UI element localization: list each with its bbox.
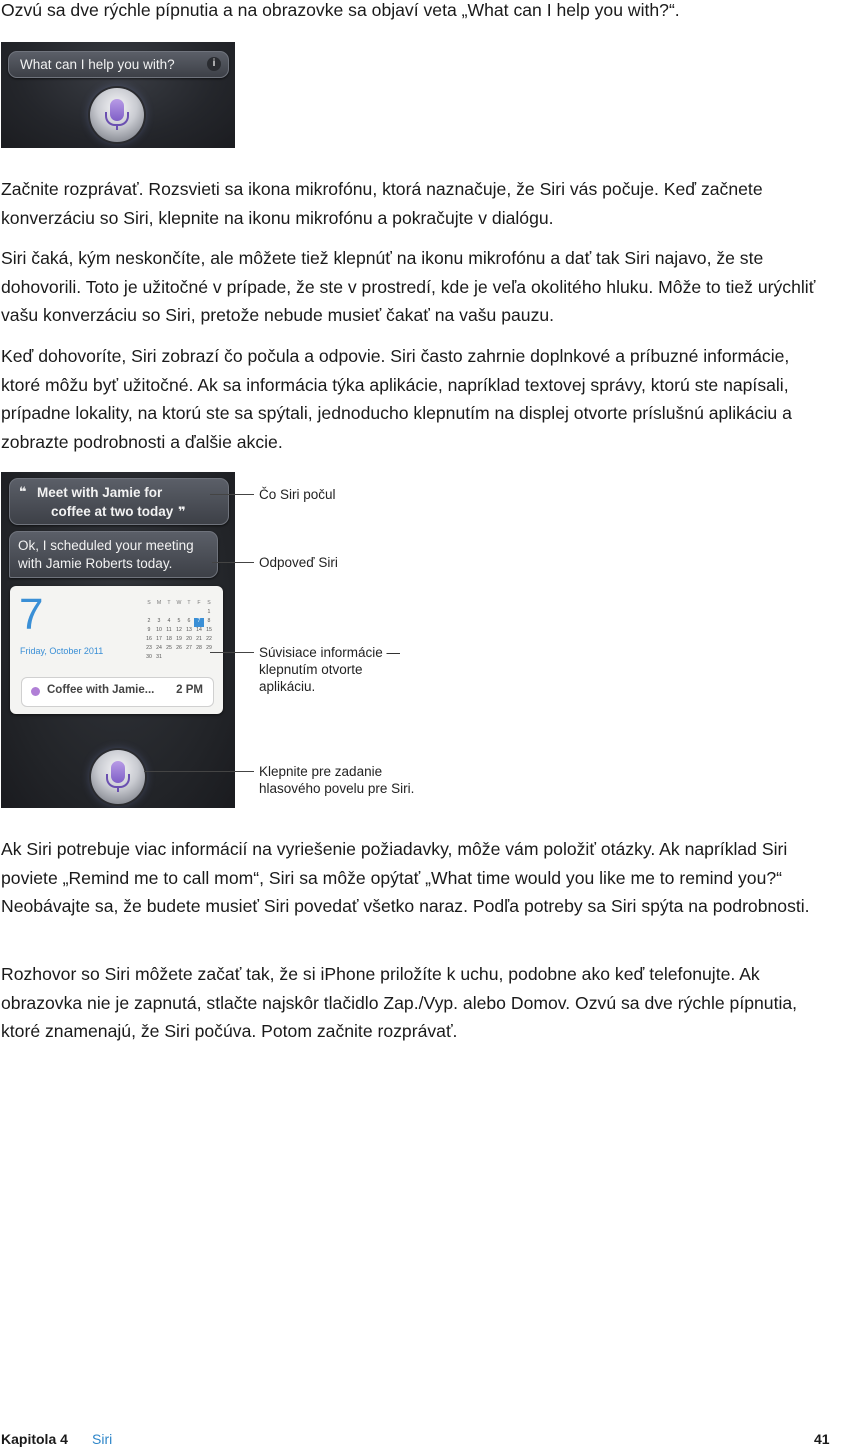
calendar-day-cell: 5 (177, 618, 181, 624)
paragraph-siri-waits: Siri čaká, kým neskončíte, ale môžete tiež klepnúť na ikonu mikrofónu a dať tak Siri najavo, že ste dohovorili. Toto je užitočné v prípade, že ste v prostredí, kde je veľa okolitého hluku. Môže to tiež urýchliť vašu konverzáciu so Siri, pretože nebude musieť čakať na vašu pauzu. (1, 248, 816, 325)
paragraph-more-info: Ak Siri potrebuje viac informácií na vyriešenie požiadavky, môže vám položiť otázky. Ak napríklad Siri poviete „Remind me to call mom“, Siri sa môže opýtať „What time would you like me to remind you?“ Neobávajte sa, že budete musieť Siri povedať všetko naraz. Podľa potreby sa Siri spýta na podrobnosti. (1, 839, 810, 916)
event-time: 2 PM (176, 684, 203, 696)
callout-line-response (212, 562, 254, 563)
callout-tap (259, 763, 414, 797)
calendar-day-cell: 21 (196, 636, 202, 642)
weekday-header: T (187, 600, 191, 606)
calendar-day-cell (194, 609, 204, 618)
calendar-day-cell: 17 (156, 636, 162, 642)
event-color-dot (31, 687, 40, 696)
paragraph-raise-to-speak: Rozhovor so Siri môžete začať tak, že si iPhone priložíte k uchu, podobne ako keď telefonujte. Ak obrazovka nie je zapnutá, stlačte najskôr tlačidlo Zap./Vyp. alebo Domov. Ozvú sa dve rýchle pípnutia, ktoré znamenajú, že Siri počúva. Potom začnite rozprávať. (1, 964, 798, 1041)
callout-related-line-1: Súvisiace informácie — (259, 645, 401, 660)
calendar-day-cell: 15 (206, 627, 212, 633)
calendar-day-cell (154, 609, 164, 618)
heard-line-2: coffee at two today (51, 504, 174, 519)
calendar-day-cell: 4 (167, 618, 171, 624)
calendar-day-cell: 23 (146, 645, 152, 651)
response-bubble (9, 531, 218, 578)
mini-month-calendar (144, 600, 214, 663)
callout-related-line-3: aplikáciu. (259, 679, 316, 694)
calendar-day-number: 7 (19, 590, 44, 639)
calendar-day-cell (174, 609, 184, 618)
calendar-day-cell: 2 (147, 618, 151, 624)
footer-chapter: Kapitola 4 (1, 1431, 68, 1447)
calendar-card[interactable] (10, 586, 223, 714)
info-icon[interactable]: i (207, 57, 221, 71)
calendar-day-cell: 29 (206, 645, 212, 651)
calendar-date: Friday, October 2011 (20, 646, 104, 656)
heard-bubble (9, 478, 229, 525)
calendar-day-cell: 8 (207, 618, 211, 624)
callout-heard: Čo Siri počul (259, 487, 336, 502)
callout-related (259, 644, 400, 695)
callout-line-tap (144, 771, 254, 772)
weekday-header: S (147, 600, 151, 606)
callout-tap-line-1: Klepnite pre zadanie (259, 764, 383, 779)
calendar-day-cell: 11 (166, 627, 172, 633)
calendar-day-cell: 22 (206, 636, 212, 642)
siri-prompt-text: What can I help you with? (20, 57, 175, 72)
event-name: Coffee with Jamie... (47, 684, 155, 696)
calendar-day-cell: 16 (146, 636, 152, 642)
calendar-day-cell: 19 (176, 636, 182, 642)
weekday-header: T (167, 600, 171, 606)
callout-related-line-2: klepnutím otvorte (259, 662, 363, 677)
close-quote-icon: ❞ (178, 504, 186, 519)
page-number: 41 (814, 1431, 830, 1447)
calendar-day-cell: 13 (186, 627, 192, 633)
callout-response: Odpoveď Siri (259, 555, 338, 570)
paragraph-start-talking: Začnite rozprávať. Rozsvieti sa ikona mikrofónu, ktorá naznačuje, že Siri vás počuje. Keď začnete konverzáciu so Siri, klepnite na ikonu mikrofónu a pokračujte v dialógu. (1, 179, 763, 228)
calendar-day-cell: 28 (196, 645, 202, 651)
calendar-day-cell: 30 (146, 654, 152, 660)
weekday-header: W (176, 600, 182, 606)
callout-line-related (210, 652, 254, 653)
siri-prompt-bubble (8, 51, 229, 78)
microphone-icon[interactable] (90, 88, 144, 142)
paragraph-siri-responds: Keď dohovoríte, Siri zobrazí čo počula a odpovie. Siri často zahrnie doplnkové a príbuzné informácie, ktoré môžu byť užitočné. Ak sa informácia týka aplikácie, napríklad textovej správy, ktorú ste napísali, prípadne lokality, na ktorú ste sa spýtali, jednoducho klepnutím na displej otvorte príslušnú aplikáciu a zobrazte podrobnosti a ďalšie akcie. (1, 346, 792, 452)
calendar-day-cell: 3 (157, 618, 161, 624)
calendar-day-cell: 31 (156, 654, 162, 660)
weekday-header: S (207, 600, 211, 606)
calendar-day-cell: 25 (166, 645, 172, 651)
callout-line-heard (210, 494, 254, 495)
calendar-day-cell: 9 (147, 627, 151, 633)
microphone-button-icon[interactable] (91, 750, 145, 804)
response-line-1: Ok, I scheduled your meeting (18, 538, 194, 553)
footer-section-link[interactable]: Siri (92, 1431, 113, 1447)
calendar-day-cell (144, 609, 154, 618)
calendar-day-cell: 12 (176, 627, 182, 633)
weekday-header: F (197, 600, 201, 606)
open-quote-icon: ❝ (19, 484, 27, 499)
calendar-day-cell: 1 (207, 609, 211, 615)
calendar-day-cell (164, 609, 174, 618)
calendar-day-cell: 14 (196, 627, 202, 633)
event-row[interactable] (21, 677, 214, 707)
intro-paragraph: Ozvú sa dve rýchle pípnutia a na obrazovke sa objaví veta „What can I help you with?“. (1, 0, 680, 20)
calendar-day-cell: 24 (156, 645, 162, 651)
response-line-2: with Jamie Roberts today. (18, 556, 173, 571)
heard-line-1: Meet with Jamie for (37, 485, 163, 500)
calendar-day-cell: 10 (156, 627, 162, 633)
callout-tap-line-2: hlasového povelu pre Siri. (259, 781, 415, 796)
siri-prompt-screenshot (1, 42, 235, 148)
calendar-day-cell: 27 (186, 645, 192, 651)
weekday-header: M (156, 600, 162, 606)
calendar-day-cell: 6 (187, 618, 191, 624)
calendar-day-cell: 26 (176, 645, 182, 651)
calendar-day-cell: 20 (186, 636, 192, 642)
calendar-day-cell (184, 609, 194, 618)
siri-conversation-screenshot (1, 472, 235, 808)
calendar-day-cell: 18 (166, 636, 172, 642)
calendar-day-cell: 7 (194, 618, 204, 627)
